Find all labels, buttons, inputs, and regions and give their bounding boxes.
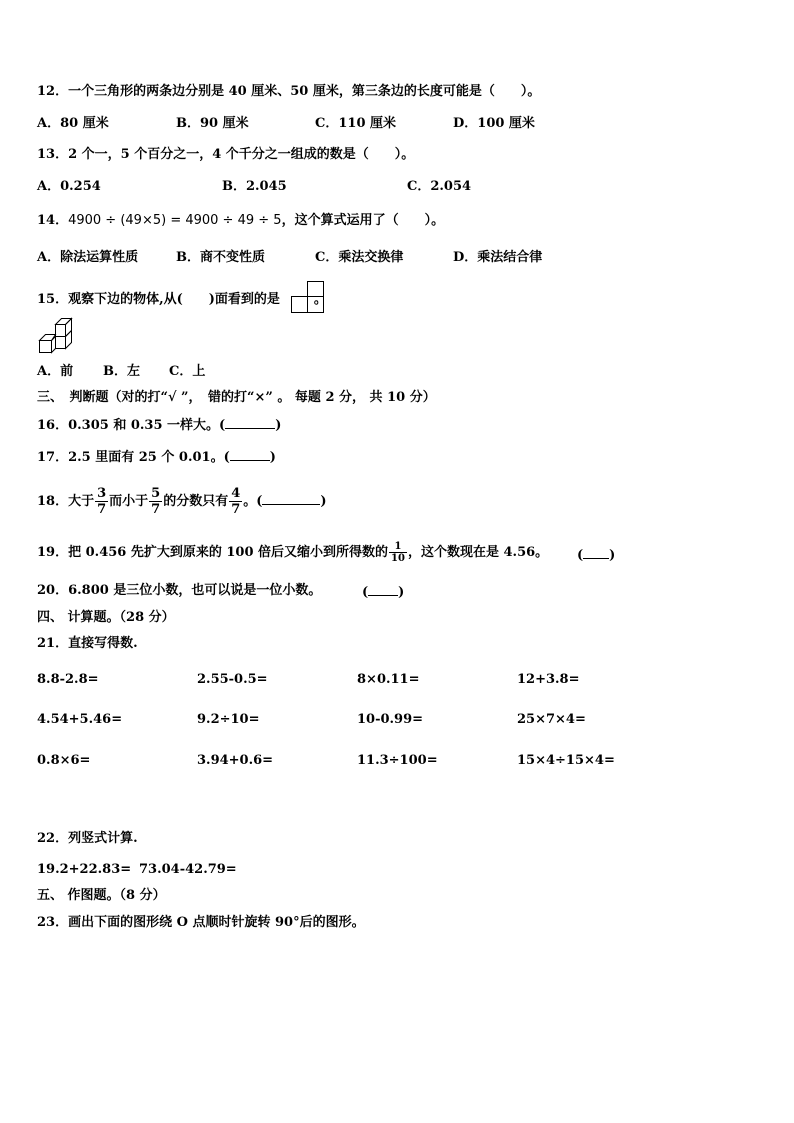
q12-option-a: A．80 厘米 <box>37 116 109 131</box>
q19-frac-num: 1 <box>389 541 407 553</box>
calc-item: 25×7×4= <box>517 712 586 727</box>
q15-stem <box>37 287 327 308</box>
answer-blank[interactable] <box>262 492 320 505</box>
q12-option-b: B．90 厘米 <box>176 116 249 131</box>
calc-item: 9.2÷10= <box>197 712 260 727</box>
q13-option-a: A．0.254 <box>37 179 101 194</box>
q18-frac2-den: 7 <box>151 502 161 517</box>
q19-answer <box>577 546 615 564</box>
q18-frac1-num: 3 <box>97 486 107 501</box>
q15-option-b: B．左 <box>103 364 140 379</box>
q13-option-b: B．2.045 <box>222 179 287 194</box>
vertical-calc-item: 73.04-42.79= <box>139 862 237 877</box>
q19-text-1: 19．把 0.456 先扩大到原来的 100 倍后又缩小到所得数的 <box>37 545 389 560</box>
q12-option-c: C．110 厘米 <box>315 116 397 131</box>
q14-tail: ，这个算式运用了（ ）。 <box>281 213 445 228</box>
fraction-5-7 <box>149 486 162 517</box>
q13-stem: 13．2 个一，5 个百分之一，4 个千分之一组成的数是（ ）。 <box>37 147 415 162</box>
q14-stem <box>37 213 444 229</box>
q18-frac2-num: 5 <box>151 486 161 501</box>
q20-open: ( <box>362 585 369 600</box>
calc-item: 8×0.11= <box>357 672 420 687</box>
answer-blank[interactable] <box>583 546 609 559</box>
calc-item: 3.94+0.6= <box>197 753 274 768</box>
calc-item: 4.54+5.46= <box>37 712 123 727</box>
q14-option-b: B．商不变性质 <box>176 250 265 265</box>
q14-option-a: A．除法运算性质 <box>37 250 139 265</box>
q16-text: 16．0.305 和 0.35 一样大。( <box>37 418 226 433</box>
q18-text-3: 的分数只有 <box>163 494 229 509</box>
q15-stem-end: 。 <box>313 292 327 307</box>
q14-number: 14． <box>37 213 69 228</box>
answer-blank[interactable] <box>230 448 270 461</box>
fraction-3-7 <box>95 486 108 517</box>
q12-option-d: D．100 厘米 <box>453 116 535 131</box>
q18 <box>37 484 327 520</box>
answer-blank[interactable] <box>225 416 275 429</box>
q19-frac-den: 10 <box>391 553 405 564</box>
q19 <box>37 537 548 569</box>
calc-item: 10-0.99= <box>357 712 424 727</box>
q13-option-c: C．2.054 <box>407 179 472 194</box>
section-3-heading: 三、 判断题（对的打“√ ”， 错的打“×” 。 每题 2 分， 共 10 分） <box>37 390 436 405</box>
q14-option-d: D．乘法结合律 <box>453 250 543 265</box>
fraction-4-7 <box>229 486 242 517</box>
section-5-heading: 五、 作图题。（8 分） <box>37 888 166 903</box>
vertical-calc-item: 19.2+22.83= <box>37 862 132 877</box>
q20-answer <box>362 583 404 601</box>
q17 <box>37 448 276 466</box>
cube-stack-icon <box>37 317 73 355</box>
q16-close: ) <box>275 418 282 433</box>
q18-frac3-den: 7 <box>231 502 241 517</box>
fraction-1-10 <box>389 541 407 564</box>
calc-item: 15×4÷15×4= <box>517 753 615 768</box>
view-shape-icon <box>291 281 325 313</box>
q19-text-2: ，这个数现在是 4.56。 <box>407 545 549 560</box>
q14-option-c: C．乘法交换律 <box>315 250 404 265</box>
q18-frac3-num: 4 <box>231 486 241 501</box>
q22-title: 22．列竖式计算. <box>37 831 138 846</box>
q15-option-c: C．上 <box>169 364 206 379</box>
q18-text-1: 18．大于 <box>37 494 95 509</box>
calc-item: 11.3÷100= <box>357 753 438 768</box>
q17-text: 17．2.5 里面有 25 个 0.01。( <box>37 450 230 465</box>
answer-blank[interactable] <box>368 583 398 596</box>
q18-close: ) <box>320 494 327 509</box>
q15-stem-text: 15．观察下边的物体,从( )面看到的是 <box>37 292 280 307</box>
q23-text: 23．画出下面的图形绕 O 点顺时针旋转 90°后的图形。 <box>37 915 365 930</box>
q18-text-4: 。( <box>243 494 263 509</box>
section-4-heading: 四、 计算题。（28 分） <box>37 610 175 625</box>
q20-text: 20．6.800 是三位小数，也可以说是一位小数。 <box>37 583 322 598</box>
calc-item: 8.8-2.8= <box>37 672 99 687</box>
q17-close: ) <box>269 450 276 465</box>
calc-item: 0.8×6= <box>37 753 91 768</box>
q19-close: ) <box>609 548 616 563</box>
q18-frac1-den: 7 <box>97 502 107 517</box>
q21-title: 21．直接写得数. <box>37 636 138 651</box>
calc-item: 12+3.8= <box>517 672 580 687</box>
q12-stem: 12．一个三角形的两条边分别是 40 厘米、50 厘米，第三条边的长度可能是（ ）。 <box>37 84 541 99</box>
q15-option-a: A．前 <box>37 364 74 379</box>
q19-open: ( <box>577 548 584 563</box>
q20-close: ) <box>398 585 405 600</box>
q18-text-2: 而小于 <box>109 494 149 509</box>
q14-formula: 4900 ÷ (49×5) = 4900 ÷ 49 ÷ 5 <box>68 213 282 228</box>
calc-item: 2.55-0.5= <box>197 672 268 687</box>
q16 <box>37 416 281 434</box>
